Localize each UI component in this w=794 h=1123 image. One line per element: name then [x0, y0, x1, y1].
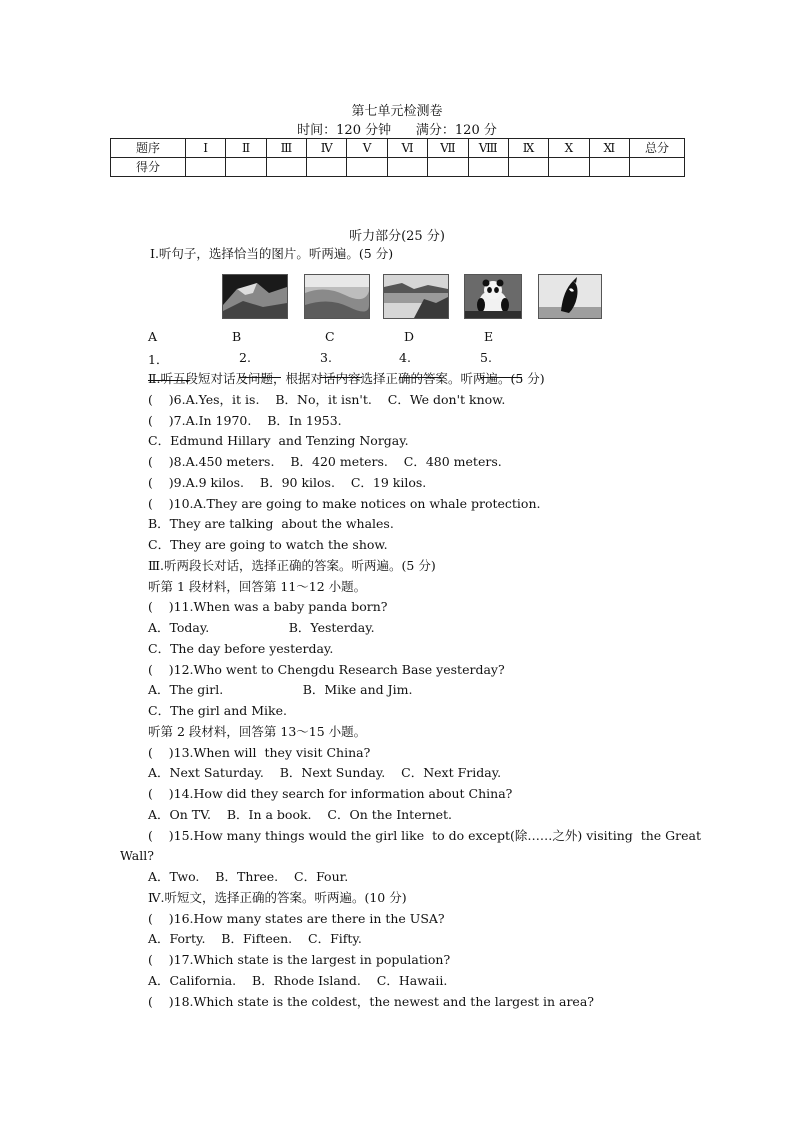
question-line: 听第 1 段材料，回答第 11～12 小题。 [148, 578, 367, 594]
picture-letter: B [232, 329, 242, 344]
question-line: ( )12.Who went to Chengdu Research Base yesterday? [148, 661, 505, 677]
question-line: C．The girl and Mike. [148, 703, 287, 718]
part1-title: Ⅰ.听句子，选择恰当的图片。听两遍。(5 分) [150, 246, 394, 261]
score-cell [468, 158, 508, 177]
question-line: A．Next Saturday. B．Next Sunday. C．Next Friday. [148, 765, 502, 781]
question-line: ( )10.A.They are going to make notices on whale protection. [148, 495, 541, 511]
question-line: Ⅱ.听五段短对话及问题，根据对话内容选择正确的答案。听两遍。(5 分) [148, 371, 545, 386]
table-cell: Ⅹ [549, 139, 589, 158]
table-cell: Ⅲ [266, 139, 306, 158]
picture-row [0, 274, 794, 318]
question-line: ( )15.How many things would the girl like to do except(除……之外) visiting the Great [148, 827, 701, 843]
score-cell [428, 158, 468, 177]
score-cell [387, 158, 427, 177]
question-line: ( )8.A.450 meters. B．420 meters. C．480 meters. [148, 454, 502, 469]
blank-number: 5. [480, 350, 492, 365]
question-line: A．Forty. B．Fifteen. C．Fifty. [148, 931, 362, 947]
score-cell [549, 158, 589, 177]
blank-number: 4. [399, 350, 411, 365]
listening-section-title: 听力部分(25 分) [349, 229, 445, 244]
table-cell: Ⅸ [508, 139, 548, 158]
desert-photo [304, 274, 370, 319]
question-line: Ⅲ.听两段长对话，选择正确的答案。听两遍。(5 分) [148, 557, 436, 573]
question-line: A．Today. B．Yesterday. [148, 620, 375, 635]
question-line: A．California. B．Rhode Island. C．Hawaii. [148, 972, 448, 988]
question-line: ( )14.How did they search for information about China? [148, 786, 513, 801]
picture-letter: E [484, 329, 494, 344]
picture-letter: D [404, 329, 415, 344]
table-cell: Ⅺ [589, 139, 629, 158]
question-line: ( )11.When was a baby panda born? [148, 599, 388, 615]
score-cell [307, 158, 347, 177]
table-cell: Ⅵ [387, 139, 427, 158]
picture-letter: C [325, 329, 335, 344]
score-cell [508, 158, 548, 177]
panda-photo [464, 274, 522, 319]
table-cell: 总分 [630, 139, 685, 158]
question-line: B．They are talking about the whales. [148, 516, 394, 532]
score-table-header-row [111, 139, 685, 158]
question-line: ( )18.Which state is the coldest，the newest and the largest in area? [148, 993, 594, 1009]
score-cell [589, 158, 629, 177]
score-cell [630, 158, 685, 177]
whale-photo [538, 274, 602, 319]
table-cell: 题序 [111, 139, 186, 158]
table-cell: Ⅷ [468, 139, 508, 158]
question-line: C．The day before yesterday. [148, 640, 334, 656]
mountain-photo [222, 274, 288, 319]
table-cell: Ⅳ [307, 139, 347, 158]
question-line: ( )13.When will they visit China? [148, 744, 371, 760]
question-line: ( )7.A.In 1970. B．In 1953. [148, 412, 342, 428]
table-cell: Ⅴ [347, 139, 387, 158]
score-cell [266, 158, 306, 177]
question-line: C．They are going to watch the show. [148, 537, 388, 552]
exam-time-score: 时间：120 分钟 满分：120 分 [297, 123, 497, 138]
question-line: Ⅳ.听短文，选择正确的答案。听两遍。(10 分) [148, 889, 407, 905]
score-cell [347, 158, 387, 177]
score-table-score-row [111, 158, 685, 177]
question-line: A．On TV. B．In a book. C．On the Internet. [148, 806, 453, 822]
question-line: ( )16.How many states are there in the USA? [148, 910, 445, 926]
score-table [110, 138, 685, 177]
question-line: A．Two. B．Three. C．Four. [148, 869, 349, 884]
picture-letter: A [148, 329, 158, 344]
question-line: A．The girl. B．Mike and Jim. [148, 682, 413, 698]
score-cell [186, 158, 226, 177]
question-line: Wall? [120, 848, 154, 864]
question-line: ( )17.Which state is the largest in population? [148, 952, 451, 967]
table-cell: 得分 [111, 158, 186, 177]
coast-photo [383, 274, 449, 319]
score-cell [226, 158, 266, 177]
table-cell: Ⅱ [226, 139, 266, 158]
exam-title: 第七单元检测卷 [351, 104, 443, 119]
blank-number: 2. [239, 350, 251, 365]
question-line: ( )9.A.9 kilos. B．90 kilos. C．19 kilos. [148, 474, 427, 490]
blank-number: 3. [320, 350, 332, 365]
blank-number: 1． [148, 352, 169, 367]
question-line: C．Edmund Hillary and Tenzing Norgay. [148, 433, 409, 449]
question-line: ( )6.A.Yes，it is. B．No，it isn't. C．We don't know. [148, 391, 506, 407]
table-cell: Ⅰ [186, 139, 226, 158]
table-cell: Ⅶ [428, 139, 468, 158]
question-line: 听第 2 段材料，回答第 13～15 小题。 [148, 723, 367, 739]
